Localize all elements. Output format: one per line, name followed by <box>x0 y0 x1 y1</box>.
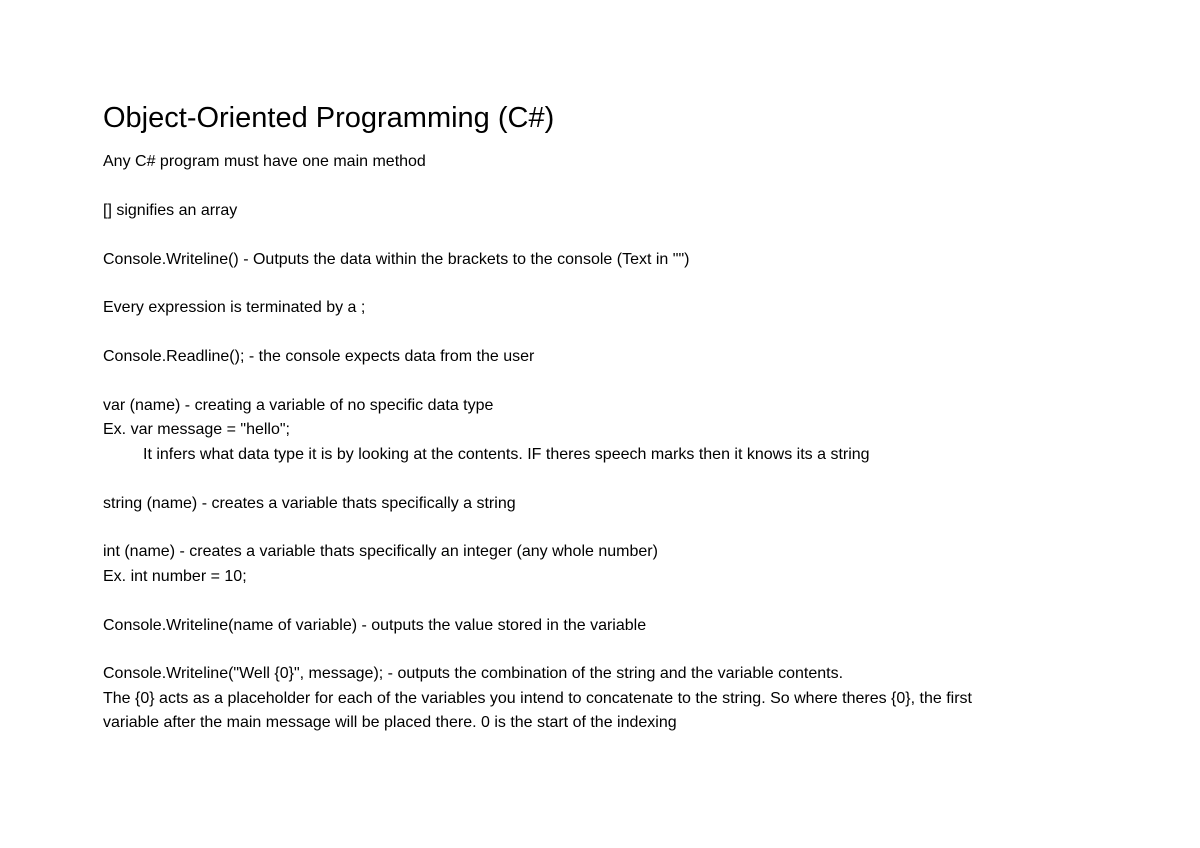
text-line: The {0} acts as a placeholder for each of the variables you intend to concatenate to the string. So where theres {0}, the first <box>103 689 972 707</box>
text-line: Every expression is terminated by a ; <box>103 299 366 317</box>
blank-line <box>103 223 1103 247</box>
blank-line <box>103 589 1103 613</box>
text-line: Console.Writeline(name of variable) - outputs the value stored in the variable <box>103 616 647 634</box>
text-line: int (name) - creates a variable thats specifically an integer (any whole number) <box>103 543 658 561</box>
text-line: Any C# program must have one main method <box>103 153 426 170</box>
text-line: Console.Writeline("Well {0}", message); - outputs the combination of the string and the variable contents. <box>103 665 844 683</box>
blank-line <box>103 321 1103 345</box>
blank-line <box>103 370 1103 394</box>
blank-line <box>103 272 1103 296</box>
indented-text-line: It infers what data type it is by looking at the contents. IF theres speech marks then it knows its a string <box>143 445 870 463</box>
text-line: Console.Writeline() - Outputs the data within the brackets to the console (Text in "") <box>103 250 690 268</box>
blank-line <box>103 516 1103 540</box>
document-body <box>103 150 1103 736</box>
text-line: Ex. int number = 10; <box>103 567 247 585</box>
page-title: Object-Oriented Programming (C#) <box>103 102 555 134</box>
text-line: var (name) - creating a variable of no specific data type <box>103 396 494 414</box>
text-line: variable after the main message will be placed there. 0 is the start of the indexing <box>103 714 677 732</box>
blank-line <box>103 638 1103 662</box>
text-line: Console.Readline(); - the console expects data from the user <box>103 348 535 366</box>
blank-line <box>103 174 1103 198</box>
blank-line <box>103 467 1103 491</box>
text-line: string (name) - creates a variable thats specifically a string <box>103 494 516 512</box>
text-line: Ex. var message = "hello"; <box>103 421 290 439</box>
text-line: [] signifies an array <box>103 201 238 219</box>
